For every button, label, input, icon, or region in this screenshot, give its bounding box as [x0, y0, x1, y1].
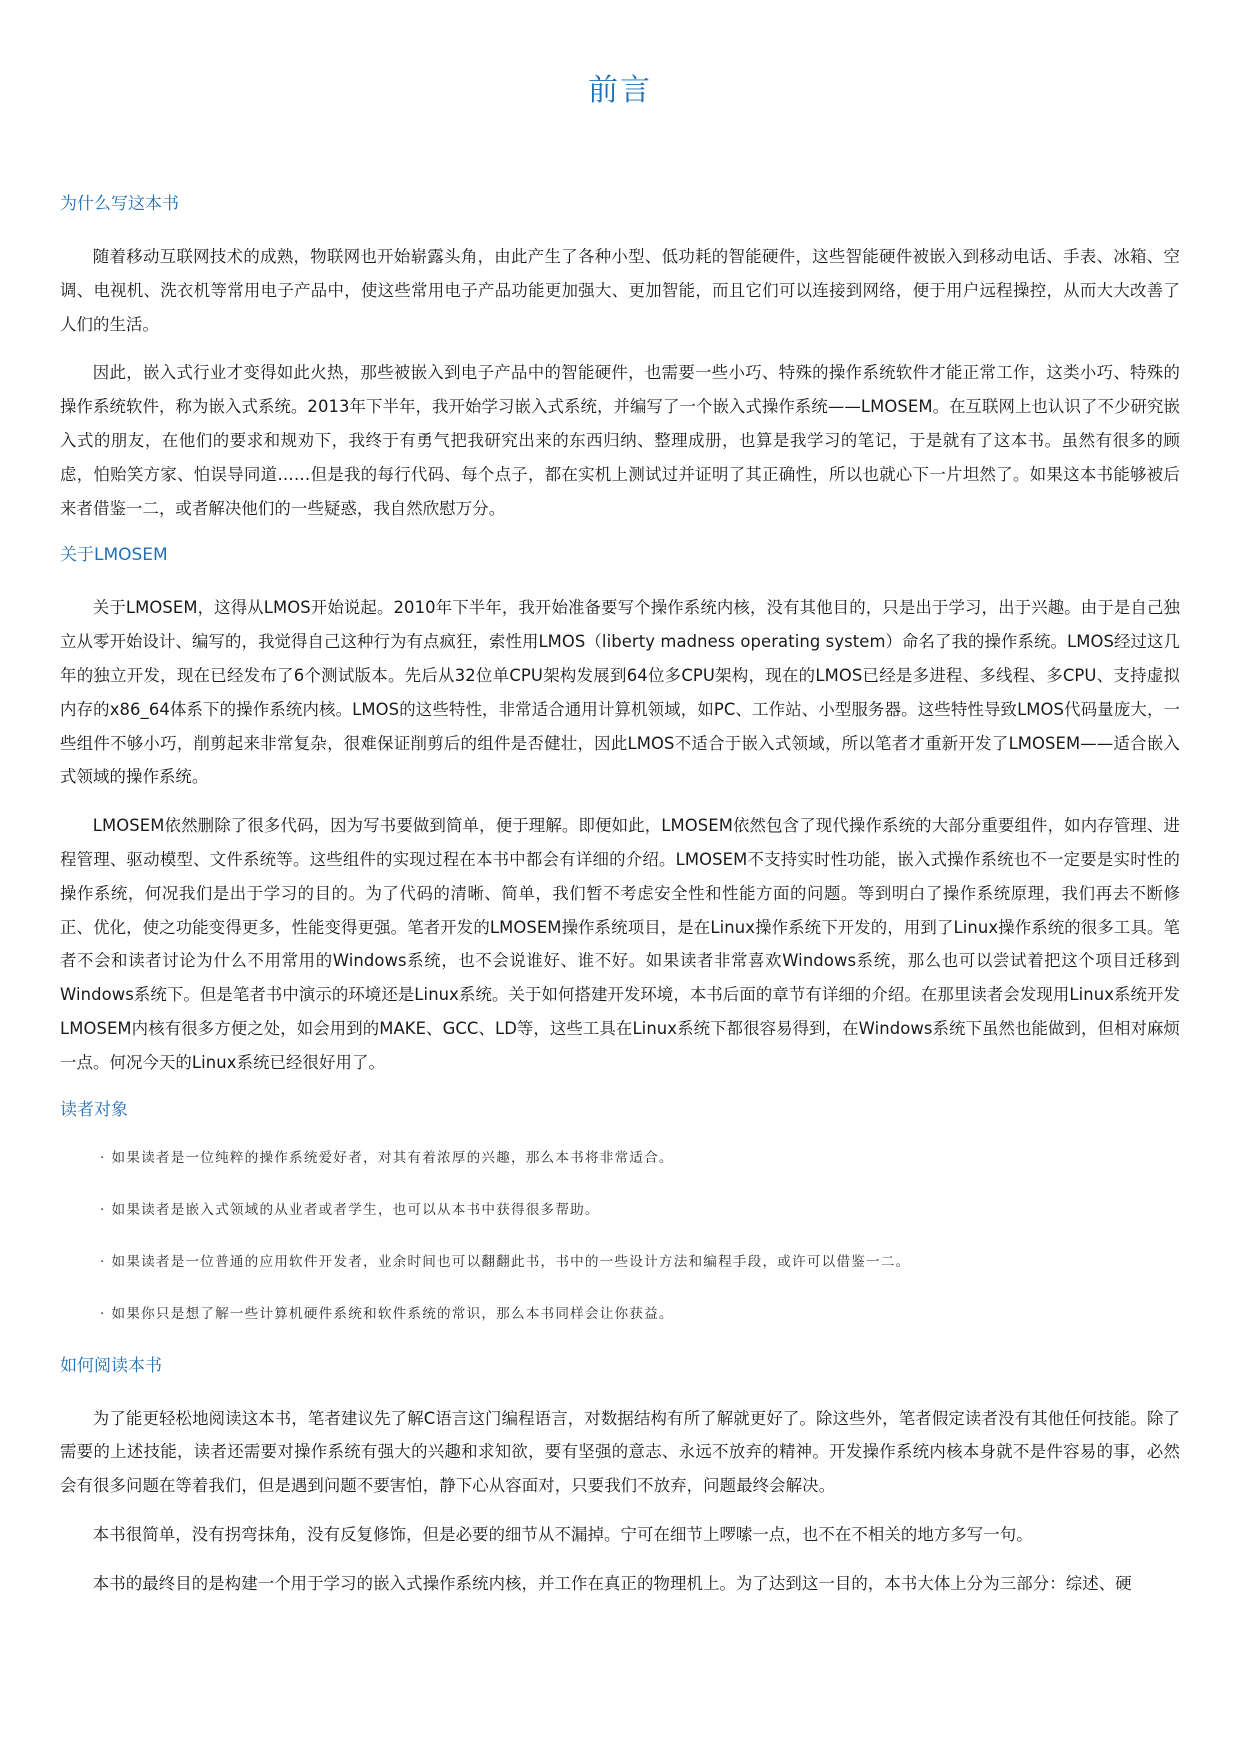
section-readers	[60, 1098, 1180, 1326]
list-item-text: 如果读者是一位纯粹的操作系统爱好者，对其有着浓厚的兴趣，那么本书将非常适合。	[111, 1149, 674, 1166]
paragraph: 本书很简单，没有拐弯抹角，没有反复修饰，但是必要的细节从不漏掉。宁可在细节上啰嗦一点，也不在不相关的地方多写一句。	[92, 1524, 1033, 1544]
paragraph: LMOSEM依然删除了很多代码，因为写书要做到简单，便于理解。即便如此，LMOSEM依然包含了现代操作系统的大部分重要组件，如内存管理、进程管理、驱动模型、文件系统等。这些组件的实现过程在本书中都会有详细的介绍。LMOSEM不支持实时性功能，嵌入式操作系统也不一定要是实时性的操作系统，何况我们是出于学习的目的。为了代码的清晰、简单，我们暂不考虑安全性和性能方面的问题。等到明白了操作系统原理，我们再去不断修正、优化，使之功能变得更多，性能变得更强。笔者开发的LMOSEM操作系统项目，是在Linux操作系统下开发的，用到了Linux操作系统的很多工具。笔者不会和读者讨论为什么不用常用的Windows系统，也不会说谁好、谁不好。如果读者非常喜欢Windows系统，那么也可以尝试着把这个项目迁移到Windows系统下。但是笔者书中演示的环境还是Linux系统。关于如何搭建开发环境，本书后面的章节有详细的介绍。在那里读者会发现用Linux系统开发LMOSEM内核有很多方便之处，如会用到的MAKE、GCC、LD等，这些工具在Linux系统下都很容易得到，在Windows系统下虽然也能做到，但相对麻烦一点。何况今天的Linux系统已经很好用了。	[60, 816, 1180, 1072]
list-item-text: 如果读者是嵌入式领域的从业者或者学生，也可以从本书中获得很多帮助。	[111, 1201, 600, 1218]
paragraph: 随着移动互联网技术的成熟，物联网也开始崭露头角，由此产生了各种小型、低功耗的智能硬件，这些智能硬件被嵌入到移动电话、手表、冰箱、空调、电视机、洗衣机等常用电子产品中，使这些常用电子产品功能更加强大、更加智能，而且它们可以连接到网络，便于用户远程操控，从而大大改善了人们的生活。	[60, 247, 1180, 334]
list-item	[100, 1146, 1180, 1170]
section-about-lmosem	[60, 543, 1180, 1079]
section-how-to-read	[60, 1354, 1180, 1601]
section-why-write	[60, 192, 1180, 525]
paragraph: 为了能更轻松地阅读这本书，笔者建议先了解C语言这门编程语言，对数据结构有所了解就更好了。除这些外，笔者假定读者没有其他任何技能。除了需要的上述技能，读者还需要对操作系统有强大的兴趣和求知欲，要有坚强的意志、永远不放弃的精神。开发操作系统内核本身就不是件容易的事，必然会有很多问题在等着我们，但是遇到问题不要害怕，静下心从容面对，只要我们不放弃，问题最终会解决。	[60, 1408, 1180, 1496]
paragraph: 因此，嵌入式行业才变得如此火热，那些被嵌入到电子产品中的智能硬件，也需要一些小巧、特殊的操作系统软件才能正常工作，这类小巧、特殊的操作系统软件，称为嵌入式系统。2013年下半年，我开始学习嵌入式系统，并编写了一个嵌入式操作系统——LMOSEM。在互联网上也认识了不少研究嵌入式的朋友，在他们的要求和规劝下，我终于有勇气把我研究出来的东西归纳、整理成册，也算是我学习的笔记，于是就有了这本书。虽然有很多的顾虑，怕贻笑方家、怕误导同道……但是我的每行代码、每个点子，都在实机上测试过并证明了其正确性，所以也就心下一片坦然了。如果这本书能够被后来者借鉴一二，或者解决他们的一些疑惑，我自然欣慰万分。	[60, 363, 1180, 518]
section-heading: 关于LMOSEM	[60, 545, 168, 566]
section-heading: 读者对象	[60, 1099, 128, 1120]
paragraph: 关于LMOSEM，这得从LMOS开始说起。2010年下半年，我开始准备要写个操作系统内核，没有其他目的，只是出于学习，出于兴趣。由于是自己独立从零开始设计、编写的，我觉得自己这种行为有点疯狂，索性用LMOS（liberty madness operating system）命名了我的操作系统。LMOS经过这几年的独立开发，现在已经发布了6个测试版本。先后从32位单CPU架构发展到64位多CPU架构，现在的LMOS已经是多进程、多线程、多CPU、支持虚拟内存的x86_64体系下的操作系统内核。LMOS的这些特性，非常适合通用计算机领域，如PC、工作站、小型服务器。这些特性导致LMOS代码量庞大，一些组件不够小巧，削剪起来非常复杂，很难保证削剪后的组件是否健壮，因此LMOS不适合于嵌入式领域，所以笔者才重新开发了LMOSEM——适合嵌入式领域的操作系统。	[60, 598, 1180, 787]
bullet-icon: ·	[100, 1253, 106, 1270]
list-item	[100, 1198, 1180, 1222]
readers-list	[60, 1146, 1180, 1326]
list-item-text: 如果你只是想了解一些计算机硬件系统和软件系统的常识，那么本书同样会让你获益。	[111, 1305, 674, 1322]
bullet-icon: ·	[100, 1305, 106, 1322]
bullet-icon: ·	[100, 1201, 106, 1218]
bullet-icon: ·	[100, 1149, 106, 1166]
list-item	[100, 1250, 1180, 1274]
section-heading: 如何阅读本书	[60, 1355, 162, 1376]
page-title: 前言	[588, 73, 652, 108]
paragraph: 本书的最终目的是构建一个用于学习的嵌入式操作系统内核，并工作在真正的物理机上。为了达到这一目的，本书大体上分为三部分：综述、硬	[92, 1573, 1132, 1593]
section-heading: 为什么写这本书	[60, 194, 179, 214]
list-item-text: 如果读者是一位普通的应用软件开发者，业余时间也可以翻翻此书，书中的一些设计方法和编程手段，或许可以借鉴一二。	[111, 1253, 911, 1270]
list-item	[100, 1302, 1180, 1326]
